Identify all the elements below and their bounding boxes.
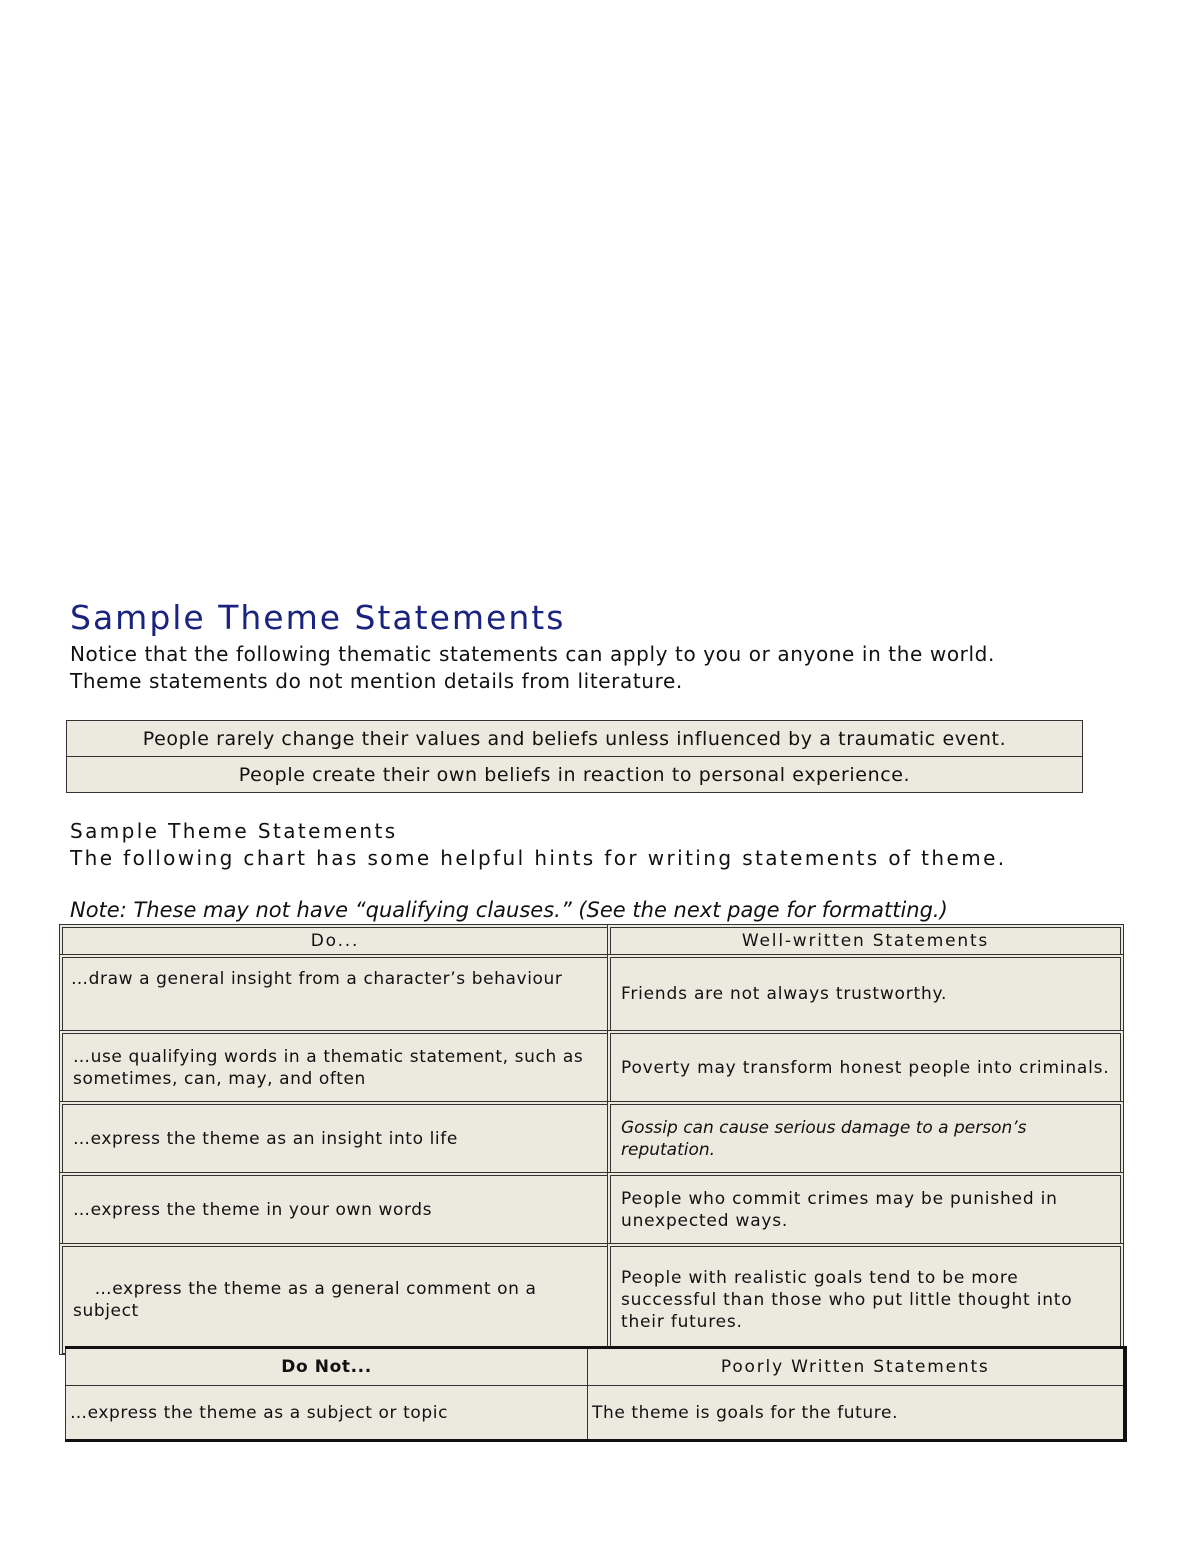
chart-intro (70, 818, 1007, 872)
sample-statements-table (66, 720, 1083, 793)
table-row (59, 1243, 1124, 1355)
do-cell (59, 1243, 607, 1355)
intro-text (70, 641, 995, 695)
do-cell: …express the theme as an insight into life (59, 1101, 607, 1172)
do-table (59, 924, 1124, 1355)
table-row (59, 1101, 1124, 1172)
do-cell: …express the theme in your own words (59, 1172, 607, 1243)
do-not-column-header: Do Not... (66, 1348, 588, 1386)
intro-line-2: Theme statements do not mention details from literature. (70, 669, 683, 693)
section-description: The following chart has some helpful hints for writing statements of theme. (70, 846, 1007, 870)
example-cell: People with realistic goals tend to be more successful than those who put little thought into their futures. (607, 1243, 1124, 1355)
table-row (67, 757, 1083, 793)
table-header-row (66, 1348, 1125, 1386)
table-row (59, 1172, 1124, 1243)
sample-statement: People create their own beliefs in reaction to personal experience. (67, 757, 1083, 793)
page-title: Sample Theme Statements (70, 598, 566, 637)
do-column-header: Do... (59, 924, 607, 954)
table-row (59, 954, 1124, 1030)
poorly-written-column-header: Poorly Written Statements (588, 1348, 1125, 1386)
table-row (66, 1386, 1125, 1441)
table-row (59, 1030, 1124, 1101)
table-header-row (59, 924, 1124, 954)
section-heading: Sample Theme Statements (70, 819, 398, 843)
example-cell: People who commit crimes may be punished in unexpected ways. (607, 1172, 1124, 1243)
example-cell: Poverty may transform honest people into criminals. (607, 1030, 1124, 1101)
example-cell: Friends are not always trustworthy. (607, 954, 1124, 1030)
well-written-column-header: Well-written Statements (607, 924, 1124, 954)
example-cell: Gossip can cause serious damage to a person’s reputation. (607, 1101, 1124, 1172)
do-cell: …use qualifying words in a thematic statement, such as sometimes, can, may, and often (59, 1030, 607, 1101)
sample-statement: People rarely change their values and beliefs unless influenced by a traumatic event. (67, 721, 1083, 757)
do-cell: …draw a general insight from a character’s behaviour (59, 954, 607, 1030)
do-cell-text: …express the theme as a general comment on a subject (73, 1279, 537, 1321)
table-row (67, 721, 1083, 757)
example-cell: The theme is goals for the future. (588, 1386, 1125, 1441)
intro-line-1: Notice that the following thematic statements can apply to you or anyone in the world. (70, 642, 995, 666)
formatting-note: Note: These may not have “qualifying clauses.” (See the next page for formatting.) (70, 898, 948, 922)
do-not-cell: …express the theme as a subject or topic (66, 1386, 588, 1441)
do-not-table (65, 1346, 1127, 1442)
